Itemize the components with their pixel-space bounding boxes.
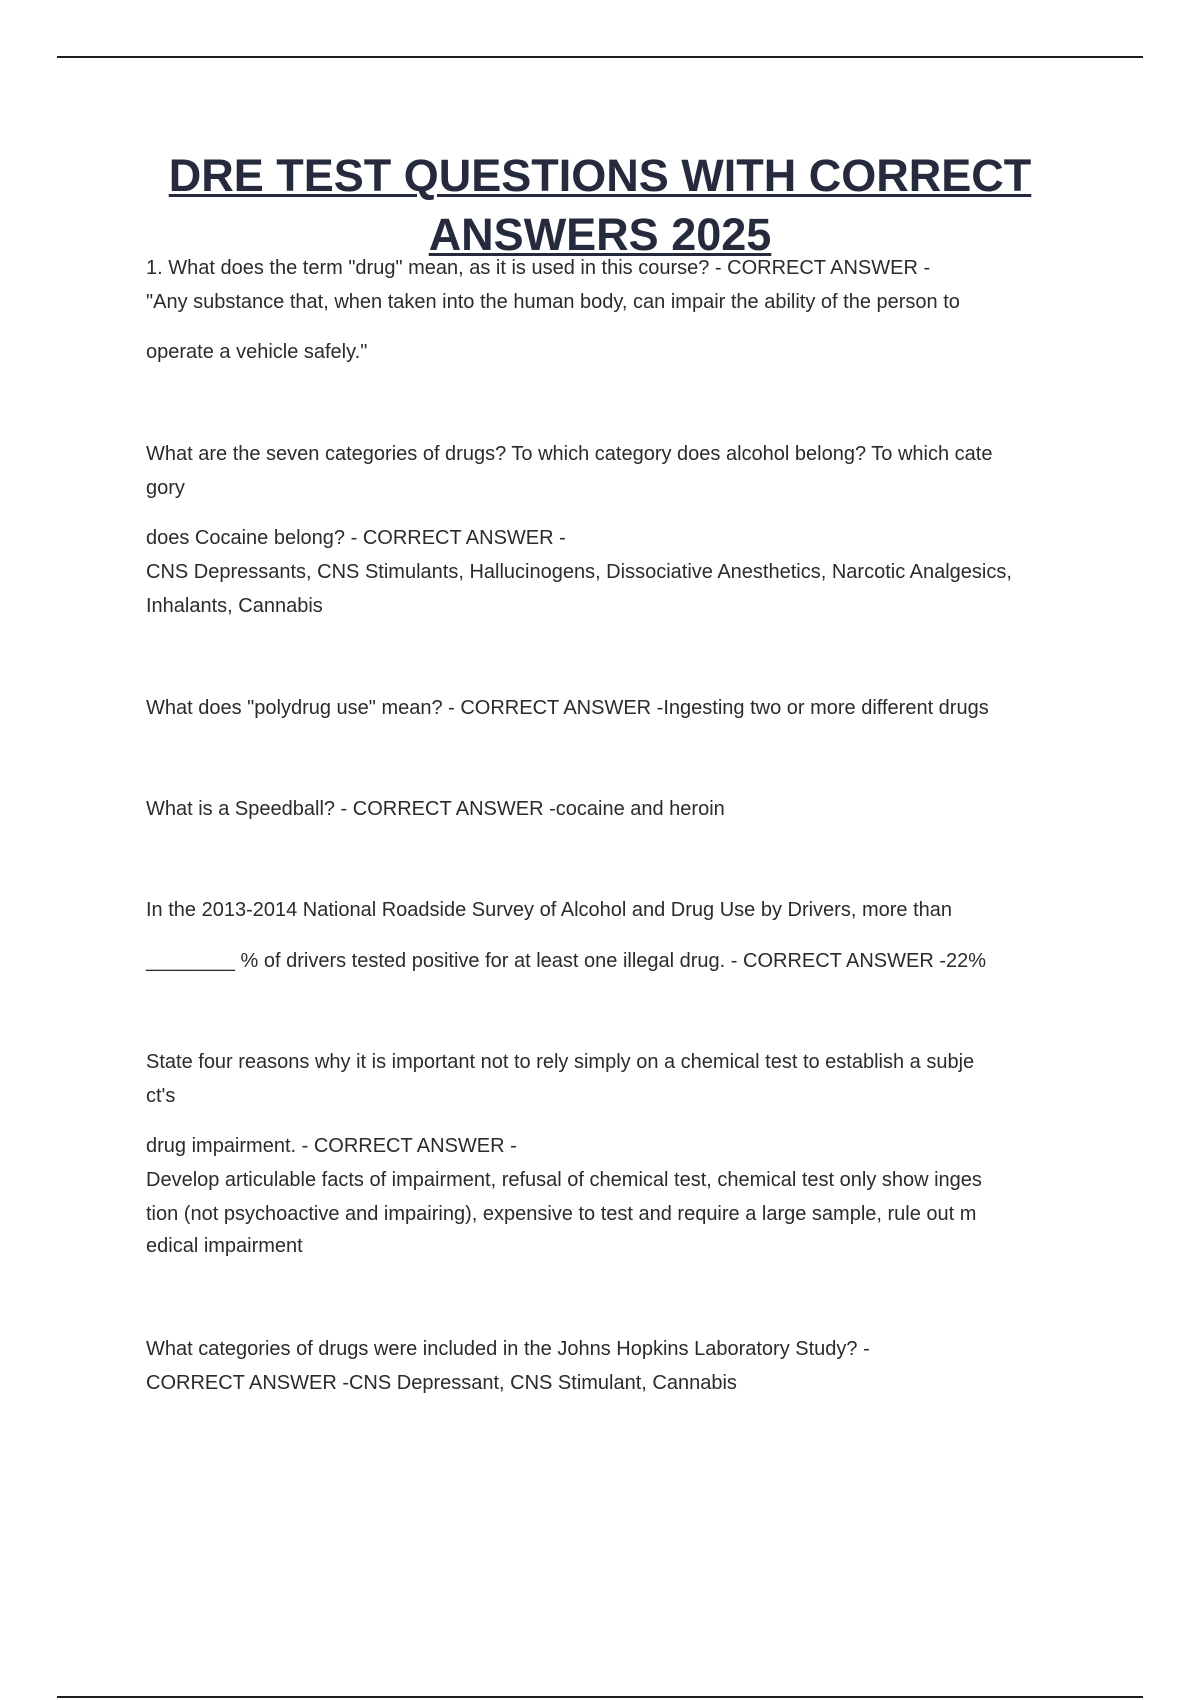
q6-question-line-2: ct's [146,1085,176,1107]
q7-answer: CORRECT ANSWER -CNS Depressant, CNS Stimulant, Cannabis [146,1372,737,1394]
q5-question-line-1: In the 2013-2014 National Roadside Survey of Alcohol and Drug Use by Drivers, more than [146,899,953,921]
q2-answer-line-2: Inhalants, Cannabis [146,595,323,617]
q3-question: What does "polydrug use" mean? - CORRECT ANSWER -Ingesting two or more different drugs [146,697,989,719]
q5-question-line-2: ________ % of drivers tested positive for at least one illegal drug. - CORRECT ANSWER -22% [146,950,987,972]
q1-answer-line-1: "Any substance that, when taken into the human body, can impair the ability of the person to [146,291,960,313]
q7-question: What categories of drugs were included in the Johns Hopkins Laboratory Study? - [146,1338,870,1360]
q6-answer-line-3: edical impairment [146,1235,303,1257]
q6-answer-line-1: Develop articulable facts of impairment, refusal of chemical test, chemical test only show inges [146,1169,982,1191]
q2-answer-line-1: CNS Depressants, CNS Stimulants, Hallucinogens, Dissociative Anesthetics, Narcotic Analgesics, [146,561,1012,583]
top-rule [57,56,1143,58]
q2-question-line-3: does Cocaine belong? - CORRECT ANSWER - [146,527,566,549]
q6-question-line-1: State four reasons why it is important not to rely simply on a chemical test to establish a subje [146,1051,975,1073]
q6-question-line-3: drug impairment. - CORRECT ANSWER - [146,1135,517,1157]
document-title [57,146,1143,264]
q2-question-line-1: What are the seven categories of drugs? To which category does alcohol belong? To which cate [146,443,993,465]
q1-question: 1. What does the term "drug" mean, as it is used in this course? - CORRECT ANSWER - [146,257,931,279]
q2-question-line-2: gory [146,477,185,499]
q1-answer-line-2: operate a vehicle safely." [146,341,368,363]
title-line-1: DRE TEST QUESTIONS WITH CORRECT [168,150,1032,201]
q6-answer-line-2: tion (not psychoactive and impairing), expensive to test and require a large sample, rule out m [146,1203,977,1225]
q4-question: What is a Speedball? - CORRECT ANSWER -cocaine and heroin [146,798,725,820]
title-line-2: ANSWERS 2025 [428,209,772,260]
bottom-rule [57,1696,1143,1698]
